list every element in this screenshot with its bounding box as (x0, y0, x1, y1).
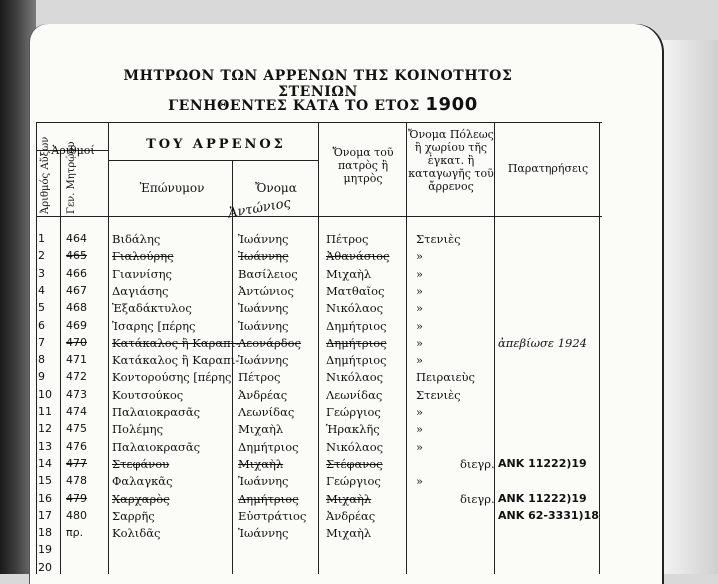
surname-cell: Δαγιάσης (112, 283, 169, 298)
place-cell: » (416, 318, 424, 333)
place-cell: » (416, 249, 424, 264)
register-number: 464 (66, 232, 87, 245)
header-eponymon: Ἐπώνυμον (139, 181, 205, 195)
subtitle-year: 1900 (425, 94, 478, 115)
row-number: 15 (38, 474, 52, 488)
register-number: 465 (66, 249, 87, 263)
register-number: 477 (66, 456, 87, 470)
first-name-cell: Βασίλειος (238, 266, 298, 281)
register-number: 473 (66, 387, 87, 401)
surname-cell: Γιαλούρης (112, 249, 174, 264)
header-arithmos-b: Γεν. Μητρῴου (66, 141, 77, 214)
place-cell: » (416, 266, 424, 281)
place-cell: Πειραιεὺς (416, 370, 475, 385)
place-cell: διεγρ. (460, 456, 495, 471)
parent-name-cell: Ματθαῖος (326, 283, 385, 298)
row-number: 8 (38, 353, 45, 367)
register-number: 471 (66, 353, 87, 367)
first-name-cell: Λεωνίδας (238, 405, 295, 419)
first-name-cell: Δημήτριος (238, 491, 299, 506)
first-name-cell: Ἰωάννης (238, 232, 289, 246)
surname-cell: Σαρρῆς (112, 508, 155, 523)
surname-cell: Παλαιοκρασᾶς (112, 439, 201, 454)
ledger-table (36, 122, 602, 574)
register-number: 470 (66, 335, 87, 349)
place-cell: » (416, 474, 424, 489)
surname-cell: Κολιδᾶς (112, 526, 161, 541)
register-number: 472 (66, 370, 87, 384)
row-number: 5 (38, 301, 45, 315)
parent-name-cell: Δημήτριος (326, 335, 387, 350)
first-name-cell: Ἰωάννης (238, 526, 289, 541)
row-number: 14 (38, 456, 52, 470)
row-number: 20 (38, 560, 52, 574)
place-cell: » (416, 439, 424, 454)
register-number: 468 (66, 301, 87, 315)
header-onoma-patros: Ὄνομα τοῦ πατρὸς ἢ μητρὸς (332, 146, 394, 185)
first-name-cell: Ἀντώνιος (238, 283, 294, 298)
parent-name-cell: Ἀνδρέας (326, 508, 376, 523)
first-name-cell: Ἀνδρέας (238, 387, 288, 402)
page-title: ΜΗΤΡΩΟΝ ΤΩΝ ΑΡΡΕΝΩΝ ΤΗΣ ΚΟΙΝΟΤΗΤΟΣ ΣΤΕΝΙΩΝ (123, 68, 513, 100)
surname-cell: Κατάκαλος ἢ Καραπι- (112, 353, 240, 368)
row-number: 17 (38, 508, 52, 522)
surname-cell: Κατάκαλος ἢ Καραπι- (112, 335, 240, 350)
place-cell: » (416, 301, 424, 316)
parent-name-cell: Πέτρος (326, 232, 369, 246)
parent-name-cell: Μιχαὴλ (326, 491, 372, 506)
place-cell: » (416, 353, 424, 368)
row-number: 6 (38, 318, 45, 332)
header-paratiriseis: Παρατηρήσεις (507, 162, 589, 175)
parent-name-cell: Γεώργιος (326, 474, 381, 489)
surname-cell: Ἰσαρης [πέρης (112, 318, 196, 333)
surname-cell: Κουτσούκος (112, 387, 184, 402)
place-cell: » (416, 422, 424, 437)
remarks-cell: ΑΝΚ 11222)19 (498, 491, 587, 505)
register-number: 479 (66, 491, 87, 505)
row-number: 2 (38, 249, 45, 263)
parent-name-cell: Νικόλαος (326, 370, 384, 385)
subtitle-prefix: ΓΕΝΗΘΕΝΤΕΣ ΚΑΤΑ ΤΟ ΕΤΟΣ (168, 98, 420, 114)
row-number: 18 (38, 526, 52, 540)
first-name-cell: Μιχαὴλ (238, 456, 284, 471)
remarks-cell: ΑΝΚ 11222)19 (498, 456, 587, 470)
register-number: πρ. (66, 526, 84, 540)
header-onoma: Ὄνομα (255, 181, 297, 195)
row-number: 13 (38, 439, 52, 453)
place-cell: » (416, 283, 424, 298)
register-number: 474 (66, 405, 87, 418)
row-number: 7 (38, 335, 45, 349)
surname-cell: Πολέμης (112, 422, 164, 437)
parent-name-cell: Μιχαὴλ (326, 266, 372, 281)
surname-cell: Κοντορούσης [πέρης (112, 370, 232, 385)
first-name-cell: Ἰωάννης (238, 353, 289, 368)
place-cell: διεγρ. (460, 491, 495, 506)
row-number: 10 (38, 387, 52, 401)
surname-cell: Γιαννίσης (112, 266, 172, 281)
surname-cell: Στεφάνου (112, 456, 170, 471)
row-number: 19 (38, 543, 52, 557)
register-number: 478 (66, 474, 87, 488)
parent-name-cell: Δημήτριος (326, 318, 387, 333)
header-tou-arrenos: ΤΟΥ ΑΡΡΕΝΟΣ (146, 137, 286, 152)
row-number: 1 (38, 232, 45, 245)
register-number: 476 (66, 439, 87, 453)
remarks-cell: ἀπεβίωσε 1924 (498, 335, 587, 350)
parent-name-cell: Στέφανος (326, 456, 383, 471)
place-cell: Στενιὲς (416, 387, 461, 402)
first-name-cell: Μιχαὴλ (238, 422, 284, 437)
first-name-cell: Εὐστράτιος (238, 508, 307, 523)
place-cell: » (416, 405, 424, 419)
surname-cell: Βιδάλης (112, 232, 161, 246)
row-number: 4 (38, 283, 45, 297)
first-name-cell: Λεονάρδος (238, 335, 301, 350)
first-name-cell: Ἰωάννης (238, 474, 289, 489)
register-number: 469 (66, 318, 87, 332)
first-name-cell: Δημήτριος (238, 439, 299, 454)
register-number: 480 (66, 508, 87, 522)
parent-name-cell: Δημήτριος (326, 353, 387, 368)
row-number: 3 (38, 266, 45, 280)
parent-name-cell: Μιχαὴλ (326, 526, 372, 541)
register-number: 467 (66, 283, 87, 297)
place-cell: » (416, 335, 424, 350)
header-poleos: Ὄνομα Πόλεως ἢ χωρίου τῆς ἐγκατ. ἢ καταγωγῆς τοῦ ἄρρενος (408, 128, 494, 193)
surname-cell: Παλαιοκρασᾶς (112, 405, 201, 419)
row-number: 11 (38, 405, 52, 418)
page-edge (662, 40, 718, 574)
first-name-cell: Ἰωάννης (238, 249, 289, 264)
row-number: 9 (38, 370, 45, 384)
header-arithmos-a: Ἀριθμός Αὔξων (40, 136, 51, 214)
row-number: 16 (38, 491, 52, 505)
surname-cell: Ἐξαδάκτυλος (112, 301, 192, 316)
register-number: 475 (66, 422, 87, 436)
first-name-cell: Ἰωάννης (238, 301, 289, 316)
parent-name-cell: Γεώργιος (326, 405, 381, 419)
parent-name-cell: Ἡρακλῆς (326, 422, 380, 437)
parent-name-cell: Νικόλαος (326, 439, 384, 454)
page-subtitle (158, 94, 488, 115)
handwritten-correction: Ἀντώνιος (227, 195, 292, 222)
surname-cell: Χαρχαρὸς (112, 491, 170, 506)
parent-name-cell: Νικόλαος (326, 301, 384, 316)
parent-name-cell: Λεωνίδας (326, 387, 383, 402)
row-number: 12 (38, 422, 52, 436)
header-arithmoi: Ἀριθμοί (51, 144, 95, 157)
surname-cell: Φαλαγκᾶς (112, 474, 173, 489)
first-name-cell: Ἰωάννης (238, 318, 289, 333)
remarks-cell: ΑΝΚ 62-3331)18 (498, 508, 599, 522)
register-number: 466 (66, 266, 87, 280)
place-cell: Στενιὲς (416, 232, 461, 246)
first-name-cell: Πέτρος (238, 370, 281, 385)
parent-name-cell: Ἀθανάσιος (326, 249, 390, 264)
